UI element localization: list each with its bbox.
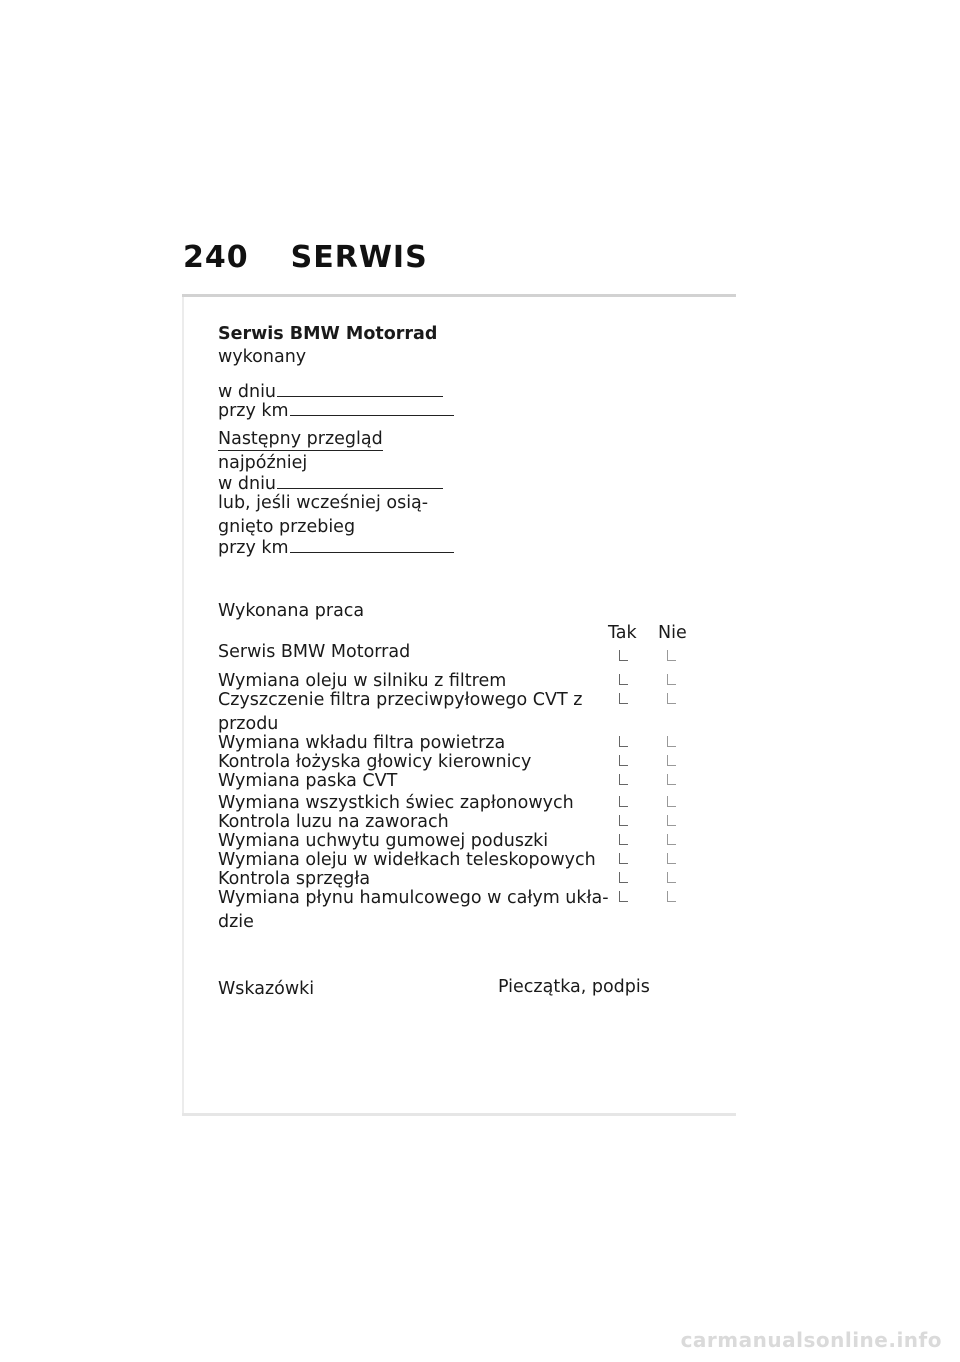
checkbox-yes[interactable] <box>619 872 628 883</box>
checkbox-no[interactable] <box>667 891 676 902</box>
page-number: 240 <box>183 240 249 275</box>
work-row: Wymiana wszystkich świec zapłonowych <box>218 793 574 813</box>
checkbox-yes[interactable] <box>619 853 628 864</box>
work-row-continuation: przodu <box>218 714 279 734</box>
column-yes: Tak <box>608 623 637 643</box>
date-field-row <box>218 381 443 402</box>
work-row: Wymiana płynu hamulcowego w całym ukła- <box>218 888 609 908</box>
frame-left-border <box>182 297 184 1113</box>
checkbox-no[interactable] <box>667 815 676 826</box>
date-input-line[interactable] <box>277 381 443 397</box>
checkbox-yes[interactable] <box>619 796 628 807</box>
service-title: Serwis BMW Motorrad <box>218 324 438 344</box>
checkbox-no[interactable] <box>667 834 676 845</box>
km-field-row <box>218 400 454 421</box>
checkbox-yes[interactable] <box>619 834 628 845</box>
mileage-condition-line2: gnięto przebieg <box>218 517 356 537</box>
mileage-condition-line1: lub, jeśli wcześniej osią- <box>218 493 429 513</box>
work-row: Kontrola sprzęgła <box>218 869 371 889</box>
work-title: Wykonana praca <box>218 601 365 621</box>
checkbox-yes[interactable] <box>619 693 628 704</box>
next-date-input-line[interactable] <box>277 473 443 489</box>
page-header <box>183 240 428 275</box>
checkbox-yes[interactable] <box>619 774 628 785</box>
checkbox-no[interactable] <box>667 774 676 785</box>
stamp-signature-label: Pieczątka, podpis <box>498 977 650 997</box>
work-row: Wymiana paska CVT <box>218 771 398 791</box>
work-row: Wymiana oleju w silniku z filtrem <box>218 671 507 691</box>
frame-bottom-border <box>182 1113 736 1116</box>
checkbox-no[interactable] <box>667 693 676 704</box>
checkbox-no[interactable] <box>667 736 676 747</box>
next-service-heading <box>218 429 383 449</box>
date-label: w dniu <box>218 382 277 402</box>
next-km-input-line[interactable] <box>290 537 454 553</box>
column-no: Nie <box>658 623 687 643</box>
checkbox-yes[interactable] <box>619 674 628 685</box>
checkbox-no[interactable] <box>667 650 676 661</box>
km-input-line[interactable] <box>290 400 454 416</box>
work-row: Czyszczenie filtra przeciwpyłowego CVT z <box>218 690 583 710</box>
checkbox-no[interactable] <box>667 796 676 807</box>
work-row: Kontrola luzu na zaworach <box>218 812 449 832</box>
latest-label: najpóźniej <box>218 453 308 473</box>
notes-label: Wskazówki <box>218 979 315 999</box>
checkbox-yes[interactable] <box>619 736 628 747</box>
next-date-label: w dniu <box>218 474 277 494</box>
section-title: SERWIS <box>290 240 428 275</box>
work-row: Wymiana wkładu filtra powietrza <box>218 733 506 753</box>
next-service-title: Następny przegląd <box>218 429 383 449</box>
checkbox-no[interactable] <box>667 872 676 883</box>
watermark: carmanualsonline.info <box>680 1328 942 1352</box>
next-km-label: przy km <box>218 538 289 558</box>
performed-label: wykonany <box>218 347 307 367</box>
checkbox-no[interactable] <box>667 674 676 685</box>
checkbox-yes[interactable] <box>619 755 628 766</box>
checkbox-no[interactable] <box>667 755 676 766</box>
km-label: przy km <box>218 401 289 421</box>
work-row: Wymiana oleju w widełkach teleskopowych <box>218 850 596 870</box>
checkbox-no[interactable] <box>667 853 676 864</box>
next-date-field-row <box>218 473 443 494</box>
work-row: Kontrola łożyska głowicy kierownicy <box>218 752 532 772</box>
work-row-continuation: dzie <box>218 912 254 932</box>
work-row: Serwis BMW Motorrad <box>218 642 411 662</box>
header-divider <box>182 294 736 297</box>
checkbox-yes[interactable] <box>619 650 628 661</box>
work-row: Wymiana uchwytu gumowej poduszki <box>218 831 549 851</box>
checkbox-yes[interactable] <box>619 815 628 826</box>
checkbox-yes[interactable] <box>619 891 628 902</box>
next-km-field-row <box>218 537 454 558</box>
